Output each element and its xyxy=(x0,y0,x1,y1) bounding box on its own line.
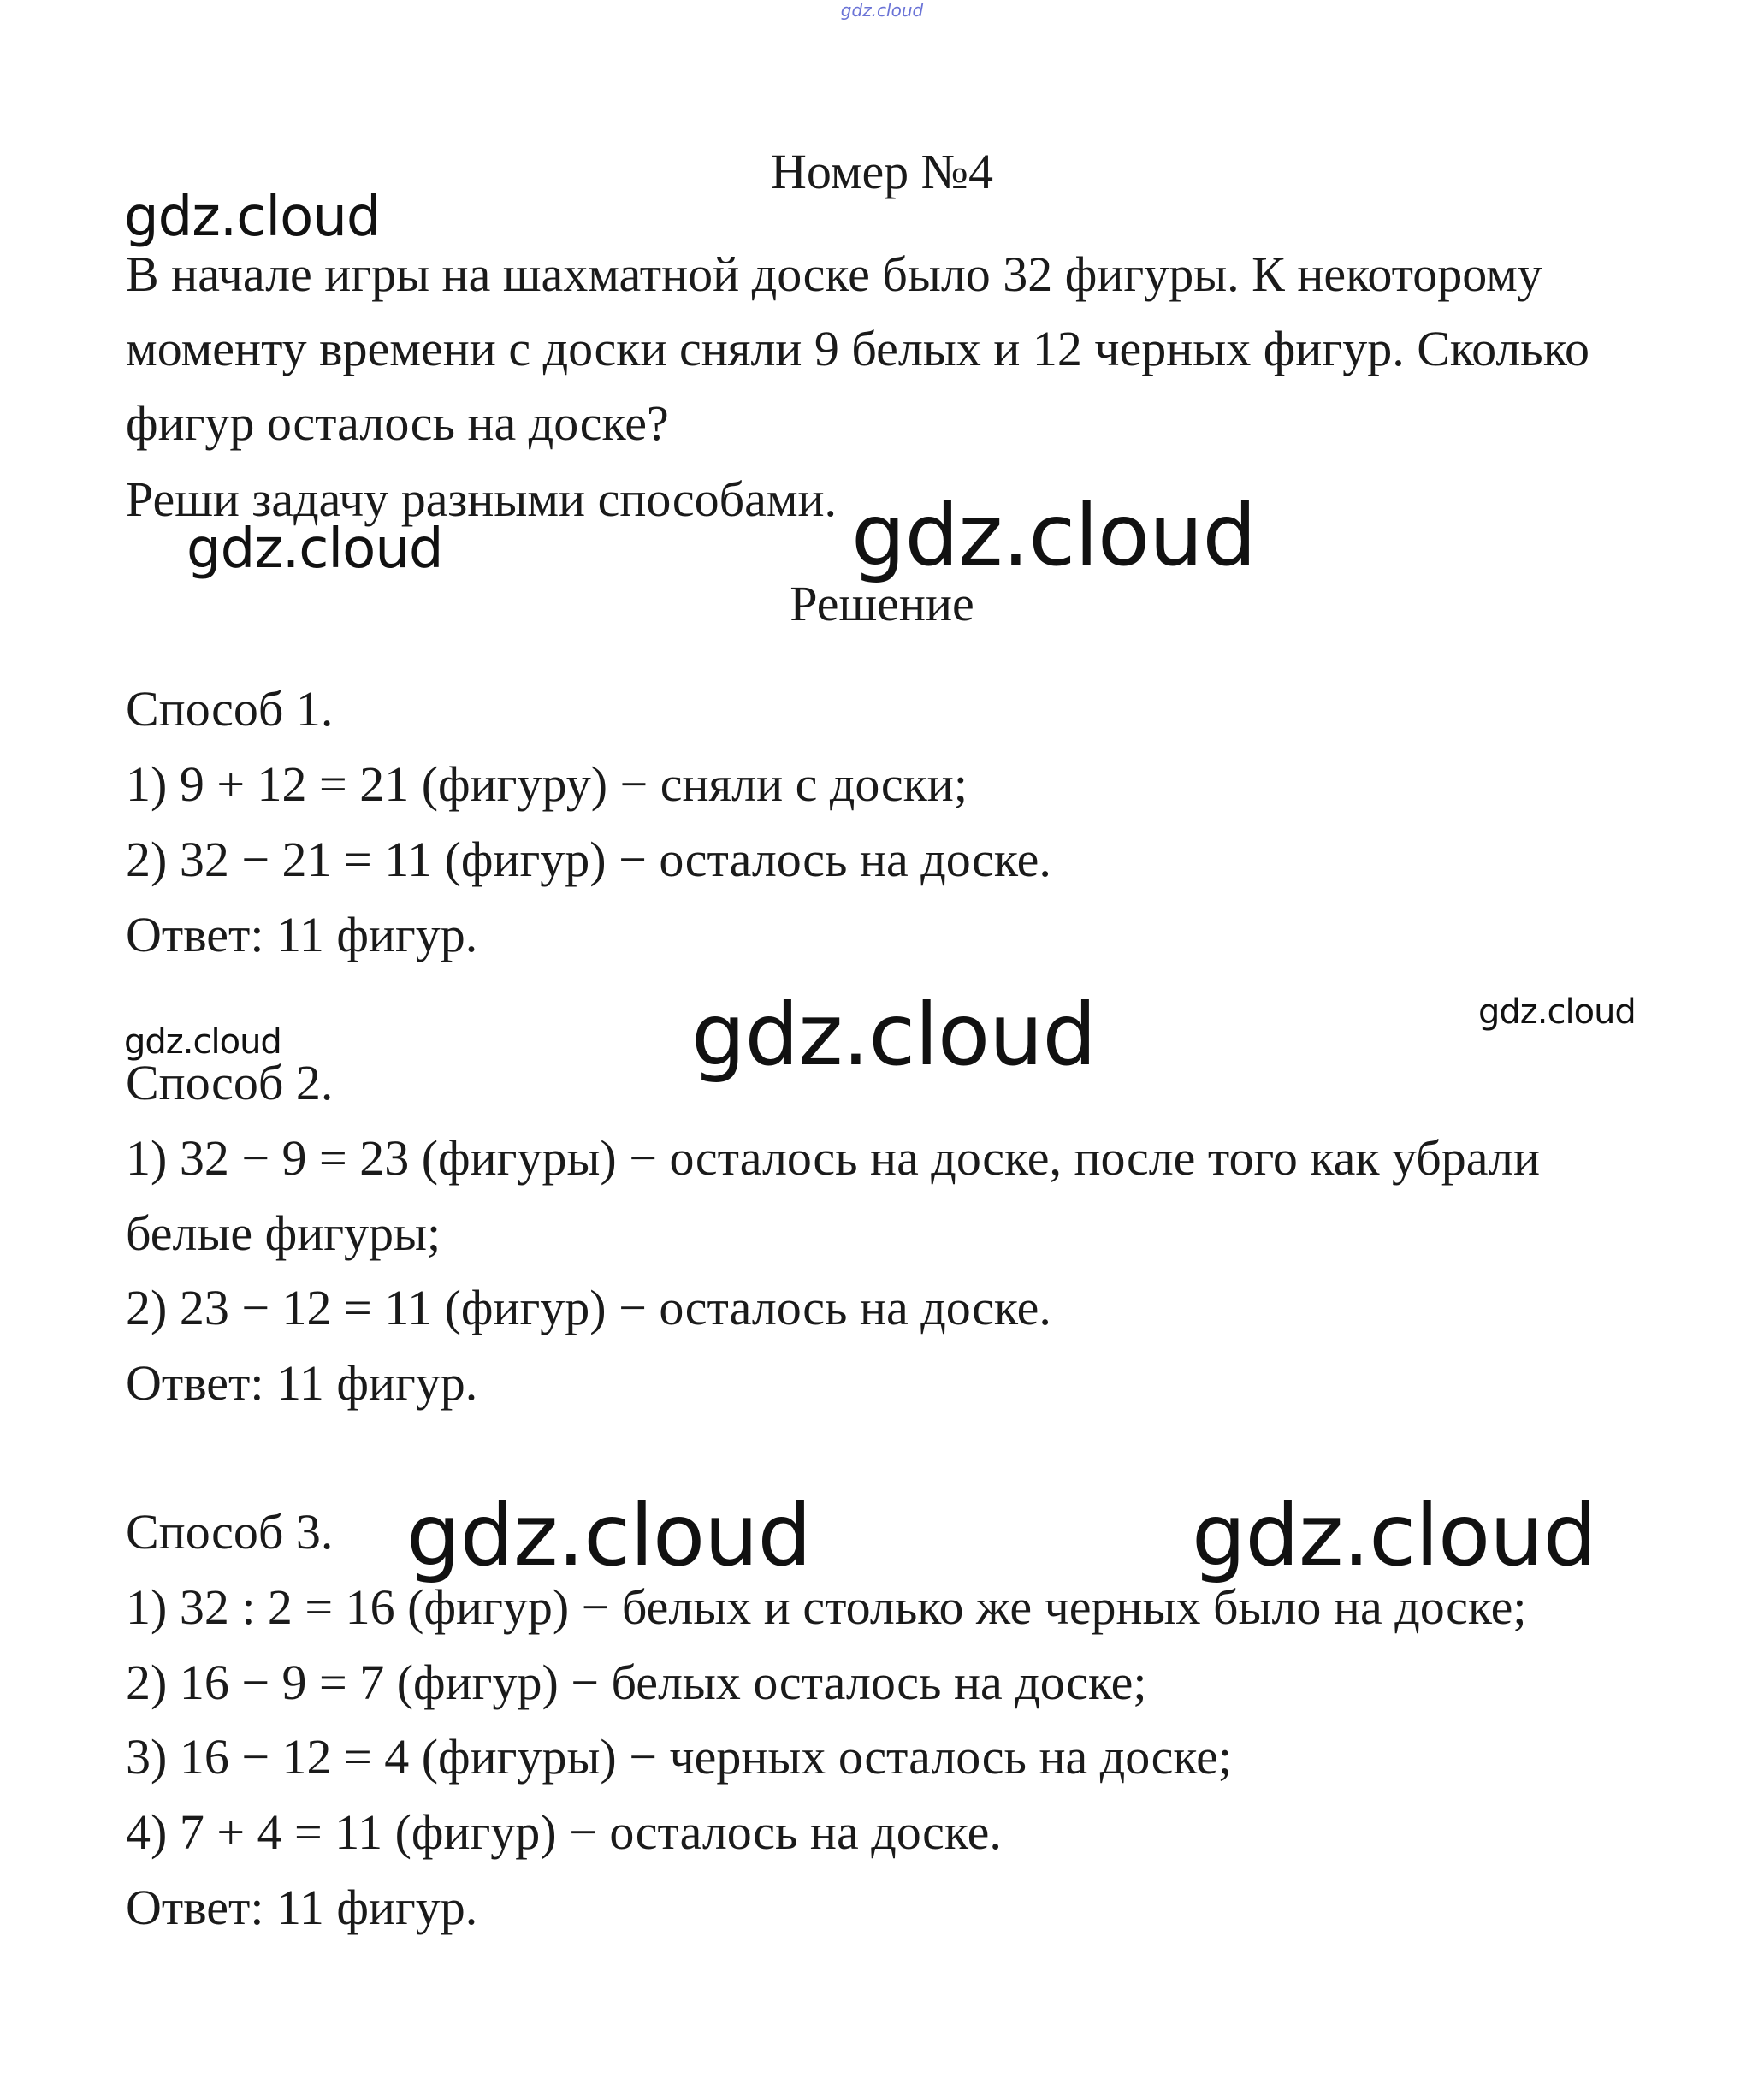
method3-step-1: 1) 32 : 2 = 16 (фигур) − белых и столько же черных было на доске; xyxy=(126,1579,1527,1635)
problem-line-4: Реши задачу разными способами. xyxy=(126,471,838,527)
method2-answer: Ответ: 11 фигур. xyxy=(126,1355,478,1411)
method2-step-1-cont: белые фигуры; xyxy=(126,1205,441,1261)
solution-title: Решение xyxy=(790,576,974,631)
method1-answer: Ответ: 11 фигур. xyxy=(126,907,478,962)
problem-line-1: В начале игры на шахматной доске было 32 фигуры. К некоторому xyxy=(126,246,1542,302)
watermark: gdz.cloud xyxy=(1192,1485,1597,1585)
watermark-top: gdz.cloud xyxy=(840,0,924,21)
watermark: gdz.cloud xyxy=(124,186,381,249)
method3-heading: Способ 3. xyxy=(126,1504,334,1560)
problem-line-3: фигур осталось на доске? xyxy=(126,395,669,451)
watermark: gdz.cloud xyxy=(186,518,443,581)
method1-step-1: 1) 9 + 12 = 21 (фигуру) − сняли с доски; xyxy=(126,756,968,812)
method2-step-1: 1) 32 − 9 = 23 (фигуры) − осталось на доске, после того как убрали xyxy=(126,1130,1541,1186)
method2-step-2: 2) 23 − 12 = 11 (фигур) − осталось на доске. xyxy=(126,1280,1051,1335)
page-title: Номер №4 xyxy=(770,144,994,199)
problem-line-2: моменту времени с доски сняли 9 белых и 12 черных фигур. Сколько xyxy=(126,321,1589,376)
method3-step-2: 2) 16 − 9 = 7 (фигур) − белых осталось на доске; xyxy=(126,1655,1147,1710)
method3-step-3: 3) 16 − 12 = 4 (фигуры) − черных осталось на доске; xyxy=(126,1729,1233,1785)
method1-heading: Способ 1. xyxy=(126,681,334,737)
method3-answer: Ответ: 11 фигур. xyxy=(126,1880,478,1935)
method2-heading: Способ 2. xyxy=(126,1055,334,1110)
watermark: gdz.cloud xyxy=(691,985,1097,1085)
method1-step-2: 2) 32 − 21 = 11 (фигур) − осталось на доске. xyxy=(126,832,1051,887)
watermark: gdz.cloud xyxy=(406,1485,812,1585)
watermark: gdz.cloud xyxy=(1478,992,1636,1032)
watermark: gdz.cloud xyxy=(851,485,1257,585)
watermark: gdz.cloud xyxy=(124,1022,281,1062)
method3-step-4: 4) 7 + 4 = 11 (фигур) − осталось на доске. xyxy=(126,1804,1002,1860)
